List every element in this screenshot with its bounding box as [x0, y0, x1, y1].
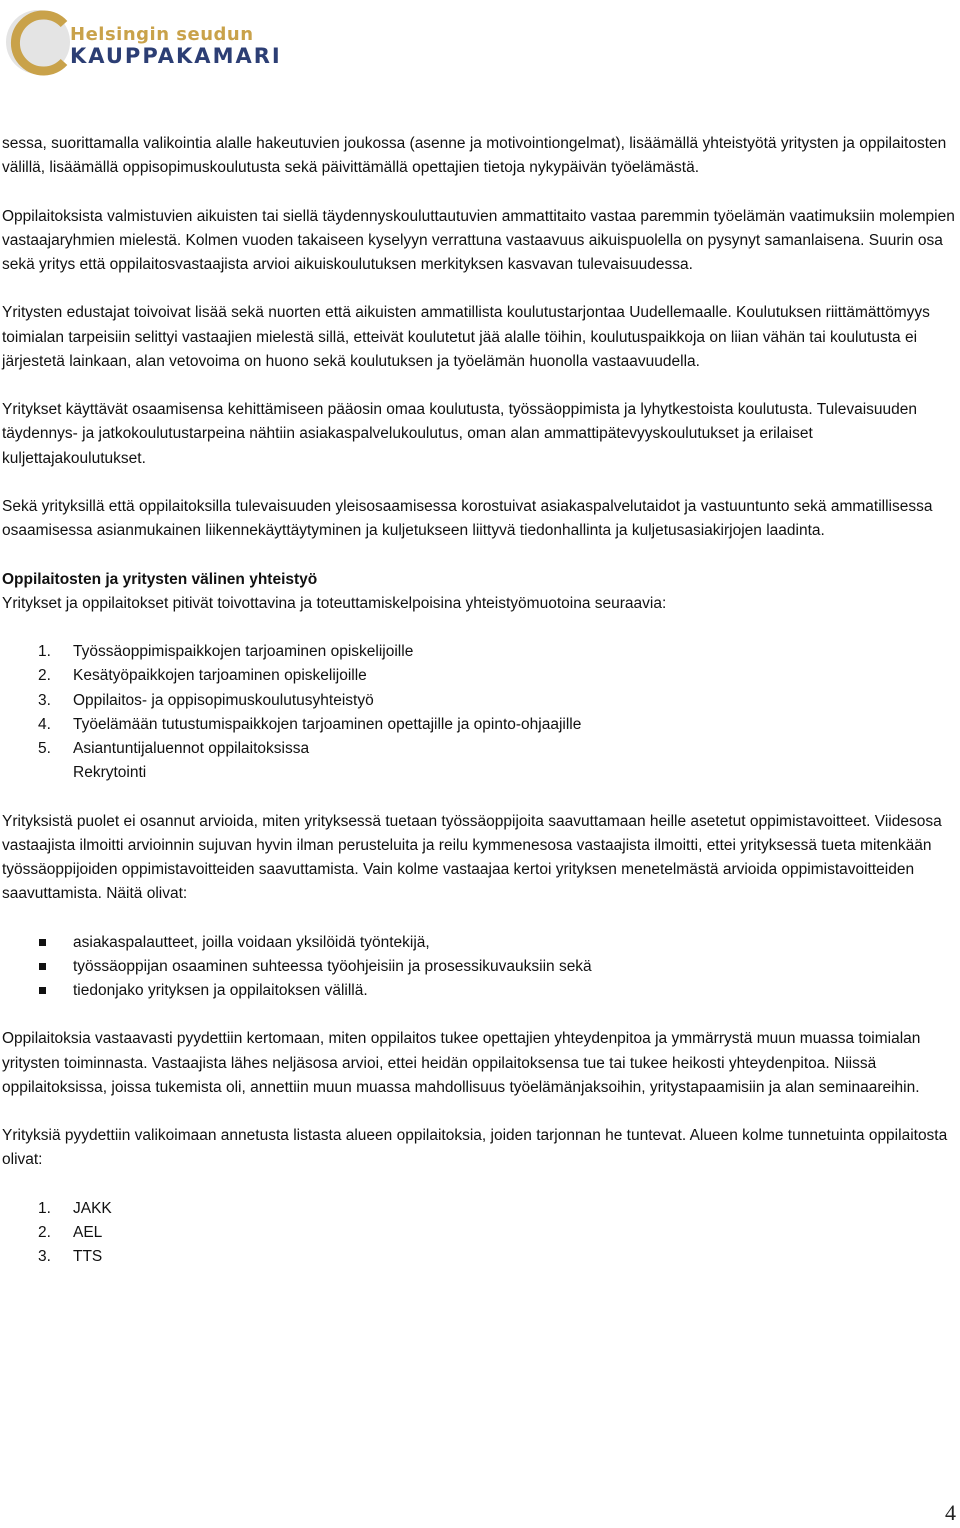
list-item — [2, 955, 958, 979]
list-item-text: Kesätyöpaikkojen tarjoaminen opiskelijoille — [73, 667, 367, 685]
paragraph-5: Sekä yrityksillä että oppilaitoksilla tulevaisuuden yleisosaamisessa korostuivat asiakaspalvelutaidot ja vastuuntunto sekä ammatillisessa osaamisessa asianmukainen liikennekäyttäytyminen ja kuljetukseen liittyvä tiedonhallinta ja kuljetusasiakirjojen laadinta. — [2, 497, 933, 540]
list-item — [2, 689, 958, 713]
paragraph-1: sessa, suorittamalla valikointia alalle hakeutuvien joukossa (asenne ja motivointiongelmat), lisäämällä yhteistyötä yritysten ja oppilaitosten välillä, lisäämällä oppisopimuskoulutusta sekä päivittämällä opettajien tietoja nykypäivän työelämästä. — [2, 135, 947, 177]
list-item-text: Asiantuntijaluennot oppilaitoksissa — [73, 739, 310, 757]
list-item-text: työssäoppijan osaaminen suhteessa työohjeisiin ja prosessikuvauksiin sekä — [73, 957, 592, 975]
paragraph-7: Yrityksistä puolet ei osannut arvioida, miten yrityksessä tuetaan työssäoppijoita saavuttamaan heille asetetut oppimistavoitteet. Viidesosa vastaajista ilmoitti arvioinnin sujuvan hyvin ilman perusteluita ja reilu kymmenesosa vastaajista ilmoitti, ettei yrityksessä tueta mitenkään työssäoppijoiden oppimistavoitteiden saavuttamista. Vain kolme vastaajaa kertoi yrityksen menetelmästä arvioida oppimistavoitteiden saavuttamista. Näitä olivat: — [2, 812, 942, 903]
schools-list — [2, 1197, 958, 1270]
list-number: 1. — [38, 643, 51, 661]
paragraph-4: Yritykset käyttävät osaamisensa kehittämiseen pääosin omaa koulutusta, työssäoppimista ja lyhytkestoista koulutusta. Tulevaisuuden täydennys- ja jatkokoulutustarpeina nähtiin asiakaspalvelukoulutus, oman alan ammattipätevyyskoulutukset ja erilaiset kuljettajakoulutukset. — [2, 401, 917, 467]
list-item-text: TTS — [73, 1248, 103, 1266]
list-item-text: Rekrytointi — [73, 764, 147, 782]
list-item-text: Työelämään tutustumispaikkojen tarjoaminen opettajille ja opinto-ohjaajille — [73, 715, 582, 733]
square-bullet-icon — [39, 987, 46, 994]
list-number: 2. — [38, 667, 51, 685]
list-item — [2, 1221, 958, 1245]
list-item — [2, 1245, 958, 1269]
list-number: 3. — [38, 691, 51, 709]
list-item — [2, 979, 958, 1003]
list-number: 1. — [38, 1199, 51, 1217]
square-bullet-icon — [39, 963, 46, 970]
list-item-text: asiakaspalautteet, joilla voidaan yksilöidä työntekijä, — [73, 933, 430, 951]
list-item-text: AEL — [73, 1223, 103, 1241]
list-item-text: Oppilaitos- ja oppisopimuskoulutusyhteistyö — [73, 691, 374, 709]
section-heading: Oppilaitosten ja yritysten välinen yhteistyö — [2, 570, 318, 588]
cooperation-section — [2, 568, 958, 616]
paragraph-6: Yritykset ja oppilaitokset pitivät toivottavina ja toteuttamiskelpoisina yhteistyömuotoina seuraavia: — [2, 594, 667, 612]
list-number: 3. — [38, 1248, 51, 1266]
list-item — [2, 640, 958, 664]
chamber-logo — [2, 2, 282, 82]
cooperation-list — [2, 640, 958, 785]
methods-list — [2, 931, 958, 1004]
paragraph-3: Yritysten edustajat toivoivat lisää sekä nuorten että aikuisten ammatillista koulutustarjontaa Uudellemaalle. Koulutuksen riittämättömyys toimialan tarpeisiin selittyi vastaajien mielestä sillä, etteivät koulutetut jää alalle töihin, koulutuspaikkoja on liian vähän tai koulutusta ei järjestetä lainkaan, alan vetovoima on huono sekä koulutuksen ja työelämän huonolla vastaavuudella. — [2, 304, 930, 370]
list-item — [2, 931, 958, 955]
list-number: 4. — [38, 715, 51, 733]
page-number: 4 — [945, 1500, 956, 1525]
square-bullet-icon — [39, 939, 46, 946]
paragraph-2: Oppilaitoksista valmistuvien aikuisten tai siellä täydennyskouluttautuvien ammattitaito vastaa paremmin työelämän vaatimuksiin molempien vastaajaryhmien mielestä. Kolmen vuoden takaiseen kyselyyn verrattuna vastaavuus aikuispuolella on pysynyt samanlaisena. Suurin osa sekä yritys että oppilaitosvastaajista arvioi aikuiskoulutuksen merkityksen kasvavan tulevaisuudessa. — [2, 207, 955, 273]
logo-line-2: KAUPPAKAMARI — [70, 44, 282, 68]
list-item-text: JAKK — [73, 1199, 112, 1217]
list-item — [2, 664, 958, 688]
document-body — [2, 132, 958, 1294]
list-item-text: Työssäoppimispaikkojen tarjoaminen opiskelijoille — [73, 643, 414, 661]
list-item — [2, 761, 958, 785]
list-number: 5. — [38, 739, 51, 757]
list-item-text: tiedonjako yrityksen ja oppilaitoksen välillä. — [73, 981, 368, 999]
paragraph-8: Oppilaitoksia vastaavasti pyydettiin kertomaan, miten oppilaitos tukee opettajien yhteydenpitoa ja ymmärrystä muun muassa toimialan yritysten toiminnasta. Vastaajista lähes neljäsosa arvioi, ettei heidän oppilaitoksensa tue tai tukee heikosti yhteydenpitoa. Niissä oppilaitoksissa, joissa tukemista oli, annettiin muun muassa mahdollisuus työelämänjaksoihin, yritystapaamisiin ja alan seminaareihin. — [2, 1030, 921, 1096]
list-item — [2, 1197, 958, 1221]
logo-line-1: Helsingin seudun — [70, 24, 254, 45]
paragraph-9: Yrityksiä pyydettiin valikoimaan annetusta listasta alueen oppilaitoksia, joiden tarjonnan he tuntevat. Alueen kolme tunnetuinta oppilaitosta olivat: — [2, 1127, 948, 1169]
list-item — [2, 737, 958, 761]
list-number: 2. — [38, 1223, 51, 1241]
list-item — [2, 713, 958, 737]
